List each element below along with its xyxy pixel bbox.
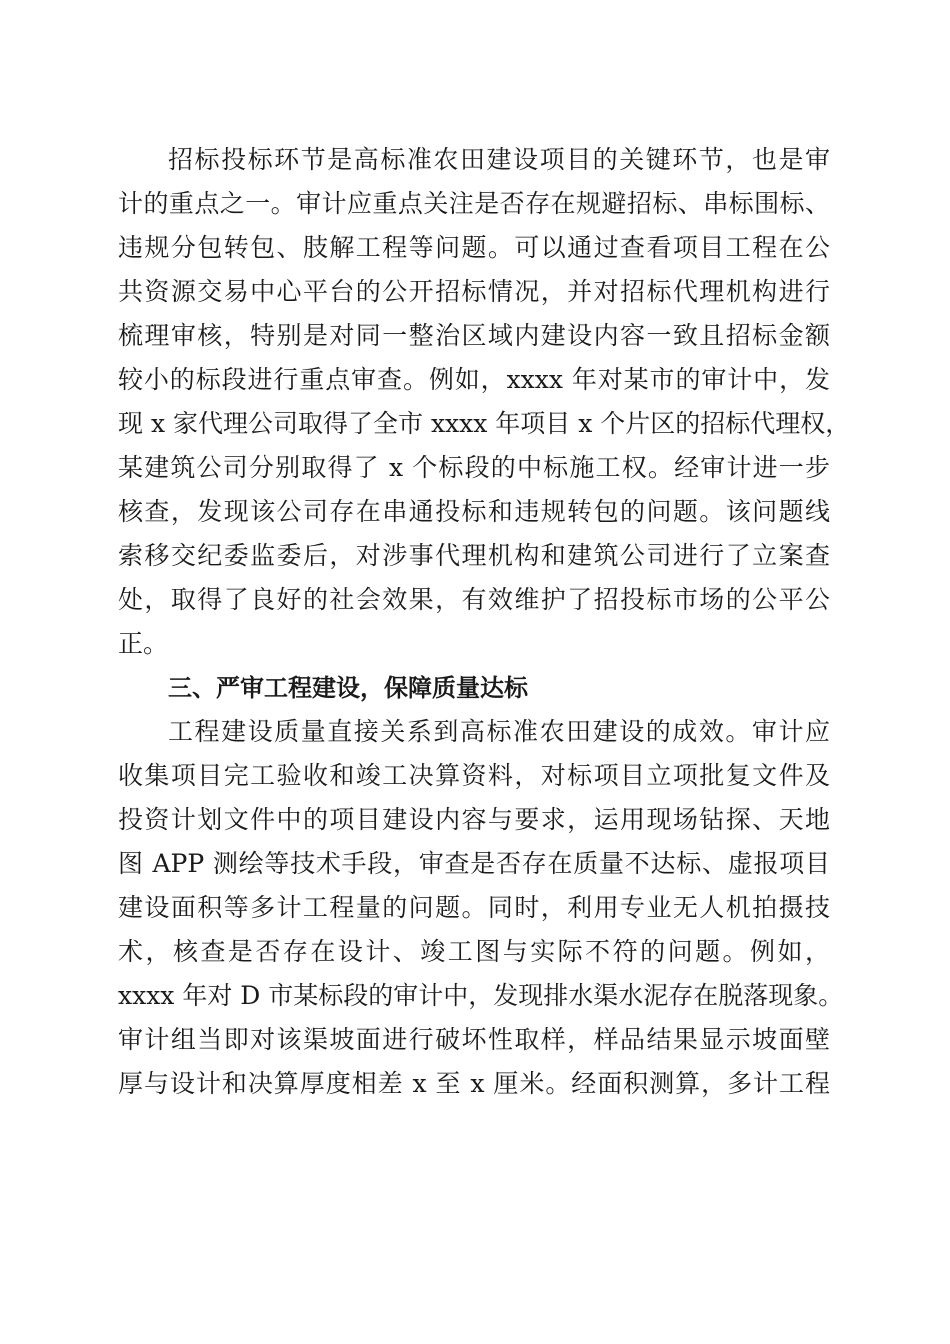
paragraph-1-line-5: 梳理审核，特别是对同一整治区域内建设内容一致且招标金额 (118, 321, 830, 350)
paragraph-1-line-10: 索移交纪委监委后，对涉事代理机构和建筑公司进行了立案查 (118, 541, 830, 570)
paragraph-2-line-3: 投资计划文件中的项目建设内容与要求，运用现场钻探、天地 (118, 805, 830, 834)
paragraph-1-line-9: 核查，发现该公司存在串通投标和违规转包的问题。该问题线 (118, 497, 830, 526)
paragraph-1-line-6: 较小的标段进行重点审查。例如，xxxx 年对某市的审计中，发 (118, 365, 830, 394)
paragraph-2-line-4: 图 APP 测绘等技术手段，审查是否存在质量不达标、虚报项目 (118, 849, 830, 878)
paragraph-1-line-4: 共资源交易中心平台的公开招标情况，并对招标代理机构进行 (118, 277, 830, 306)
paragraph-2-line-2: 收集项目完工验收和竣工决算资料，对标项目立项批复文件及 (118, 761, 830, 790)
paragraph-1-line-12: 正。 (118, 629, 169, 658)
paragraph-2-line-7: xxxx 年对 D 市某标段的审计中，发现排水渠水泥存在脱落现象。 (118, 981, 844, 1010)
paragraph-2-line-1: 工程建设质量直接关系到高标准农田建设的成效。审计应 (168, 717, 830, 746)
section-heading: 三、严审工程建设，保障质量达标 (168, 674, 528, 702)
paragraph-1-line-2: 计的重点之一。审计应重点关注是否存在规避招标、串标围标、 (118, 189, 830, 218)
paragraph-2-line-5: 建设面积等多计工程量的问题。同时，利用专业无人机拍摄技 (118, 893, 830, 922)
paragraph-1-line-3: 违规分包转包、肢解工程等问题。可以通过查看项目工程在公 (118, 233, 830, 262)
paragraph-1-line-7: 现 x 家代理公司取得了全市 xxxx 年项目 x 个片区的招标代理权， (118, 409, 851, 438)
paragraph-1-line-8: 某建筑公司分别取得了 x 个标段的中标施工权。经审计进一步 (118, 453, 830, 482)
paragraph-2-line-9: 厚与设计和决算厚度相差 x 至 x 厘米。经面积测算，多计工程 (118, 1069, 830, 1098)
paragraph-1-line-1: 招标投标环节是高标准农田建设项目的关键环节，也是审 (168, 145, 830, 174)
paragraph-1-line-11: 处，取得了良好的社会效果，有效维护了招投标市场的公平公 (118, 585, 830, 614)
paragraph-2-line-8: 审计组当即对该渠坡面进行破坏性取样，样品结果显示坡面壁 (118, 1025, 830, 1054)
paragraph-2-line-6: 术，核查是否存在设计、竣工图与实际不符的问题。例如， (118, 937, 830, 966)
